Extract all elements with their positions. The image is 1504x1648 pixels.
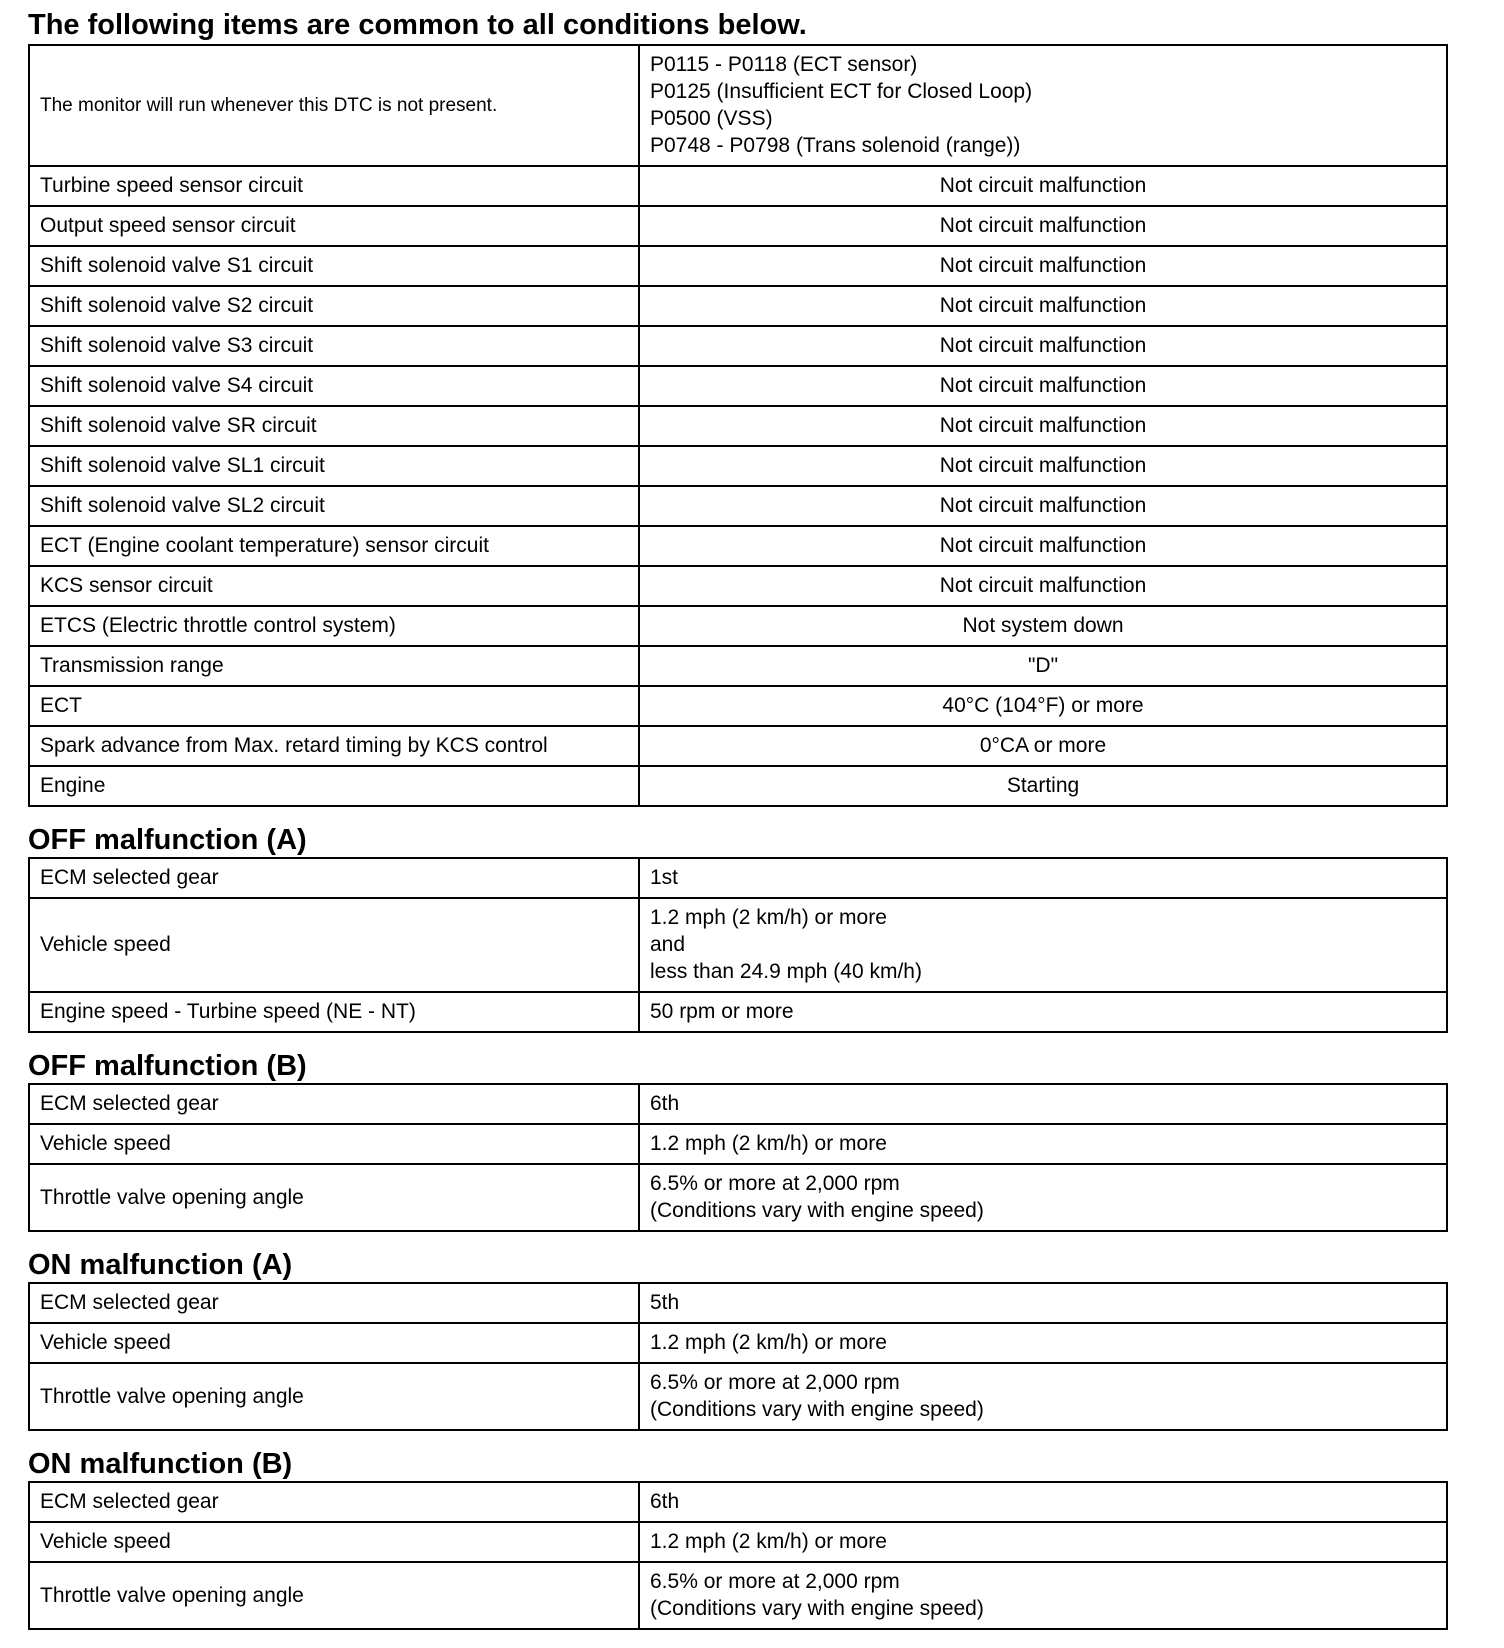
table-row <box>29 1363 1447 1430</box>
condition-label: Shift solenoid valve S1 circuit <box>29 246 639 286</box>
on-malfunction-a-table <box>28 1282 1448 1431</box>
value-line: less than 24.9 mph (40 km/h) <box>650 960 922 983</box>
condition-label: Transmission range <box>29 646 639 686</box>
value-line: (Conditions vary with engine speed) <box>650 1199 984 1222</box>
table-row <box>29 526 1447 566</box>
value-line: 6th <box>650 1490 680 1513</box>
condition-value: Not circuit malfunction <box>639 246 1447 286</box>
condition-value: Not circuit malfunction <box>639 366 1447 406</box>
condition-label: ECM selected gear <box>29 1084 639 1124</box>
condition-label: Engine speed - Turbine speed (NE - NT) <box>29 992 639 1032</box>
value-line: 6th <box>650 1092 680 1115</box>
table-row <box>29 206 1447 246</box>
table-row <box>29 992 1447 1032</box>
table-row <box>29 246 1447 286</box>
condition-value <box>639 858 1447 898</box>
document-page <box>28 0 1446 1630</box>
value-line: 1.2 mph (2 km/h) or more <box>650 1132 887 1155</box>
condition-value: "D" <box>639 646 1447 686</box>
value-line: 1st <box>650 866 679 889</box>
table-row <box>29 1164 1447 1231</box>
condition-label: ECM selected gear <box>29 1283 639 1323</box>
table-row <box>29 286 1447 326</box>
condition-label: Vehicle speed <box>29 1124 639 1164</box>
condition-label: ECM selected gear <box>29 1482 639 1522</box>
table-row <box>29 726 1447 766</box>
condition-value <box>639 1164 1447 1231</box>
condition-label: Shift solenoid valve S4 circuit <box>29 366 639 406</box>
condition-label: Output speed sensor circuit <box>29 206 639 246</box>
table-row <box>29 446 1447 486</box>
dtc-line: P0500 (VSS) <box>650 107 773 130</box>
condition-value: 0°CA or more <box>639 726 1447 766</box>
value-line: 1.2 mph (2 km/h) or more <box>650 1331 887 1354</box>
condition-label: Shift solenoid valve S2 circuit <box>29 286 639 326</box>
condition-value: Not circuit malfunction <box>639 166 1447 206</box>
condition-value <box>639 1522 1447 1562</box>
condition-value <box>639 1323 1447 1363</box>
condition-value <box>639 992 1447 1032</box>
condition-value: Not circuit malfunction <box>639 526 1447 566</box>
table-row <box>29 1323 1447 1363</box>
dtc-list <box>639 45 1447 166</box>
dtc-row <box>29 45 1447 166</box>
dtc-row-label: The monitor will run whenever this DTC is not present. <box>29 45 639 166</box>
table-row <box>29 606 1447 646</box>
condition-value: Not circuit malfunction <box>639 446 1447 486</box>
off-malfunction-a-table <box>28 857 1448 1033</box>
condition-value <box>639 1482 1447 1522</box>
condition-value <box>639 1283 1447 1323</box>
table-row <box>29 406 1447 446</box>
condition-label: Throttle valve opening angle <box>29 1562 639 1629</box>
condition-value: Not system down <box>639 606 1447 646</box>
value-line: (Conditions vary with engine speed) <box>650 1597 984 1620</box>
value-line: 50 rpm or more <box>650 1000 794 1023</box>
condition-value: Not circuit malfunction <box>639 286 1447 326</box>
condition-value <box>639 1124 1447 1164</box>
value-line: and <box>650 933 686 956</box>
condition-label: ETCS (Electric throttle control system) <box>29 606 639 646</box>
table-row <box>29 1522 1447 1562</box>
condition-value: Not circuit malfunction <box>639 566 1447 606</box>
table-row <box>29 898 1447 992</box>
condition-value: Not circuit malfunction <box>639 486 1447 526</box>
condition-label: Throttle valve opening angle <box>29 1363 639 1430</box>
dtc-line: P0115 - P0118 (ECT sensor) <box>650 53 918 76</box>
table-row <box>29 326 1447 366</box>
table-row <box>29 686 1447 726</box>
condition-label: Vehicle speed <box>29 1323 639 1363</box>
condition-label: Shift solenoid valve SL2 circuit <box>29 486 639 526</box>
dtc-line: P0125 (Insufficient ECT for Closed Loop) <box>650 80 1033 103</box>
condition-label: Shift solenoid valve SR circuit <box>29 406 639 446</box>
value-line: (Conditions vary with engine speed) <box>650 1398 984 1421</box>
condition-label: ECT <box>29 686 639 726</box>
condition-label: KCS sensor circuit <box>29 566 639 606</box>
table-row <box>29 1562 1447 1629</box>
condition-label: ECT (Engine coolant temperature) sensor circuit <box>29 526 639 566</box>
condition-label: Throttle valve opening angle <box>29 1164 639 1231</box>
table-row <box>29 1124 1447 1164</box>
value-line: 6.5% or more at 2,000 rpm <box>650 1172 900 1195</box>
condition-label: Turbine speed sensor circuit <box>29 166 639 206</box>
condition-value: Not circuit malfunction <box>639 206 1447 246</box>
on-malfunction-b-title: ON malfunction (B) <box>28 1448 293 1480</box>
common-conditions-title: The following items are common to all conditions below. <box>28 9 807 41</box>
value-line: 6.5% or more at 2,000 rpm <box>650 1570 900 1593</box>
table-row <box>29 566 1447 606</box>
off-malfunction-b-title: OFF malfunction (B) <box>28 1050 307 1082</box>
table-row <box>29 366 1447 406</box>
condition-label: Spark advance from Max. retard timing by KCS control <box>29 726 639 766</box>
table-row <box>29 766 1447 806</box>
on-malfunction-a-title: ON malfunction (A) <box>28 1249 293 1281</box>
dtc-line: P0748 - P0798 (Trans solenoid (range)) <box>650 134 1021 157</box>
condition-label: Engine <box>29 766 639 806</box>
off-malfunction-b-table <box>28 1083 1448 1232</box>
condition-value: Not circuit malfunction <box>639 326 1447 366</box>
condition-label: Vehicle speed <box>29 898 639 992</box>
value-line: 1.2 mph (2 km/h) or more <box>650 1530 887 1553</box>
condition-value <box>639 898 1447 992</box>
on-malfunction-b-table <box>28 1481 1448 1630</box>
condition-value: Not circuit malfunction <box>639 406 1447 446</box>
table-row <box>29 1084 1447 1124</box>
condition-value <box>639 1562 1447 1629</box>
table-row <box>29 166 1447 206</box>
value-line: 5th <box>650 1291 680 1314</box>
condition-label: Shift solenoid valve SL1 circuit <box>29 446 639 486</box>
table-row <box>29 1283 1447 1323</box>
off-malfunction-a-title: OFF malfunction (A) <box>28 824 307 856</box>
condition-label: Shift solenoid valve S3 circuit <box>29 326 639 366</box>
condition-label: Vehicle speed <box>29 1522 639 1562</box>
condition-value <box>639 1363 1447 1430</box>
table-row <box>29 1482 1447 1522</box>
condition-value: 40°C (104°F) or more <box>639 686 1447 726</box>
table-row <box>29 858 1447 898</box>
value-line: 6.5% or more at 2,000 rpm <box>650 1371 900 1394</box>
table-row <box>29 486 1447 526</box>
condition-value: Starting <box>639 766 1447 806</box>
condition-label: ECM selected gear <box>29 858 639 898</box>
common-conditions-table <box>28 44 1448 807</box>
value-line: 1.2 mph (2 km/h) or more <box>650 906 887 929</box>
condition-value <box>639 1084 1447 1124</box>
table-row <box>29 646 1447 686</box>
